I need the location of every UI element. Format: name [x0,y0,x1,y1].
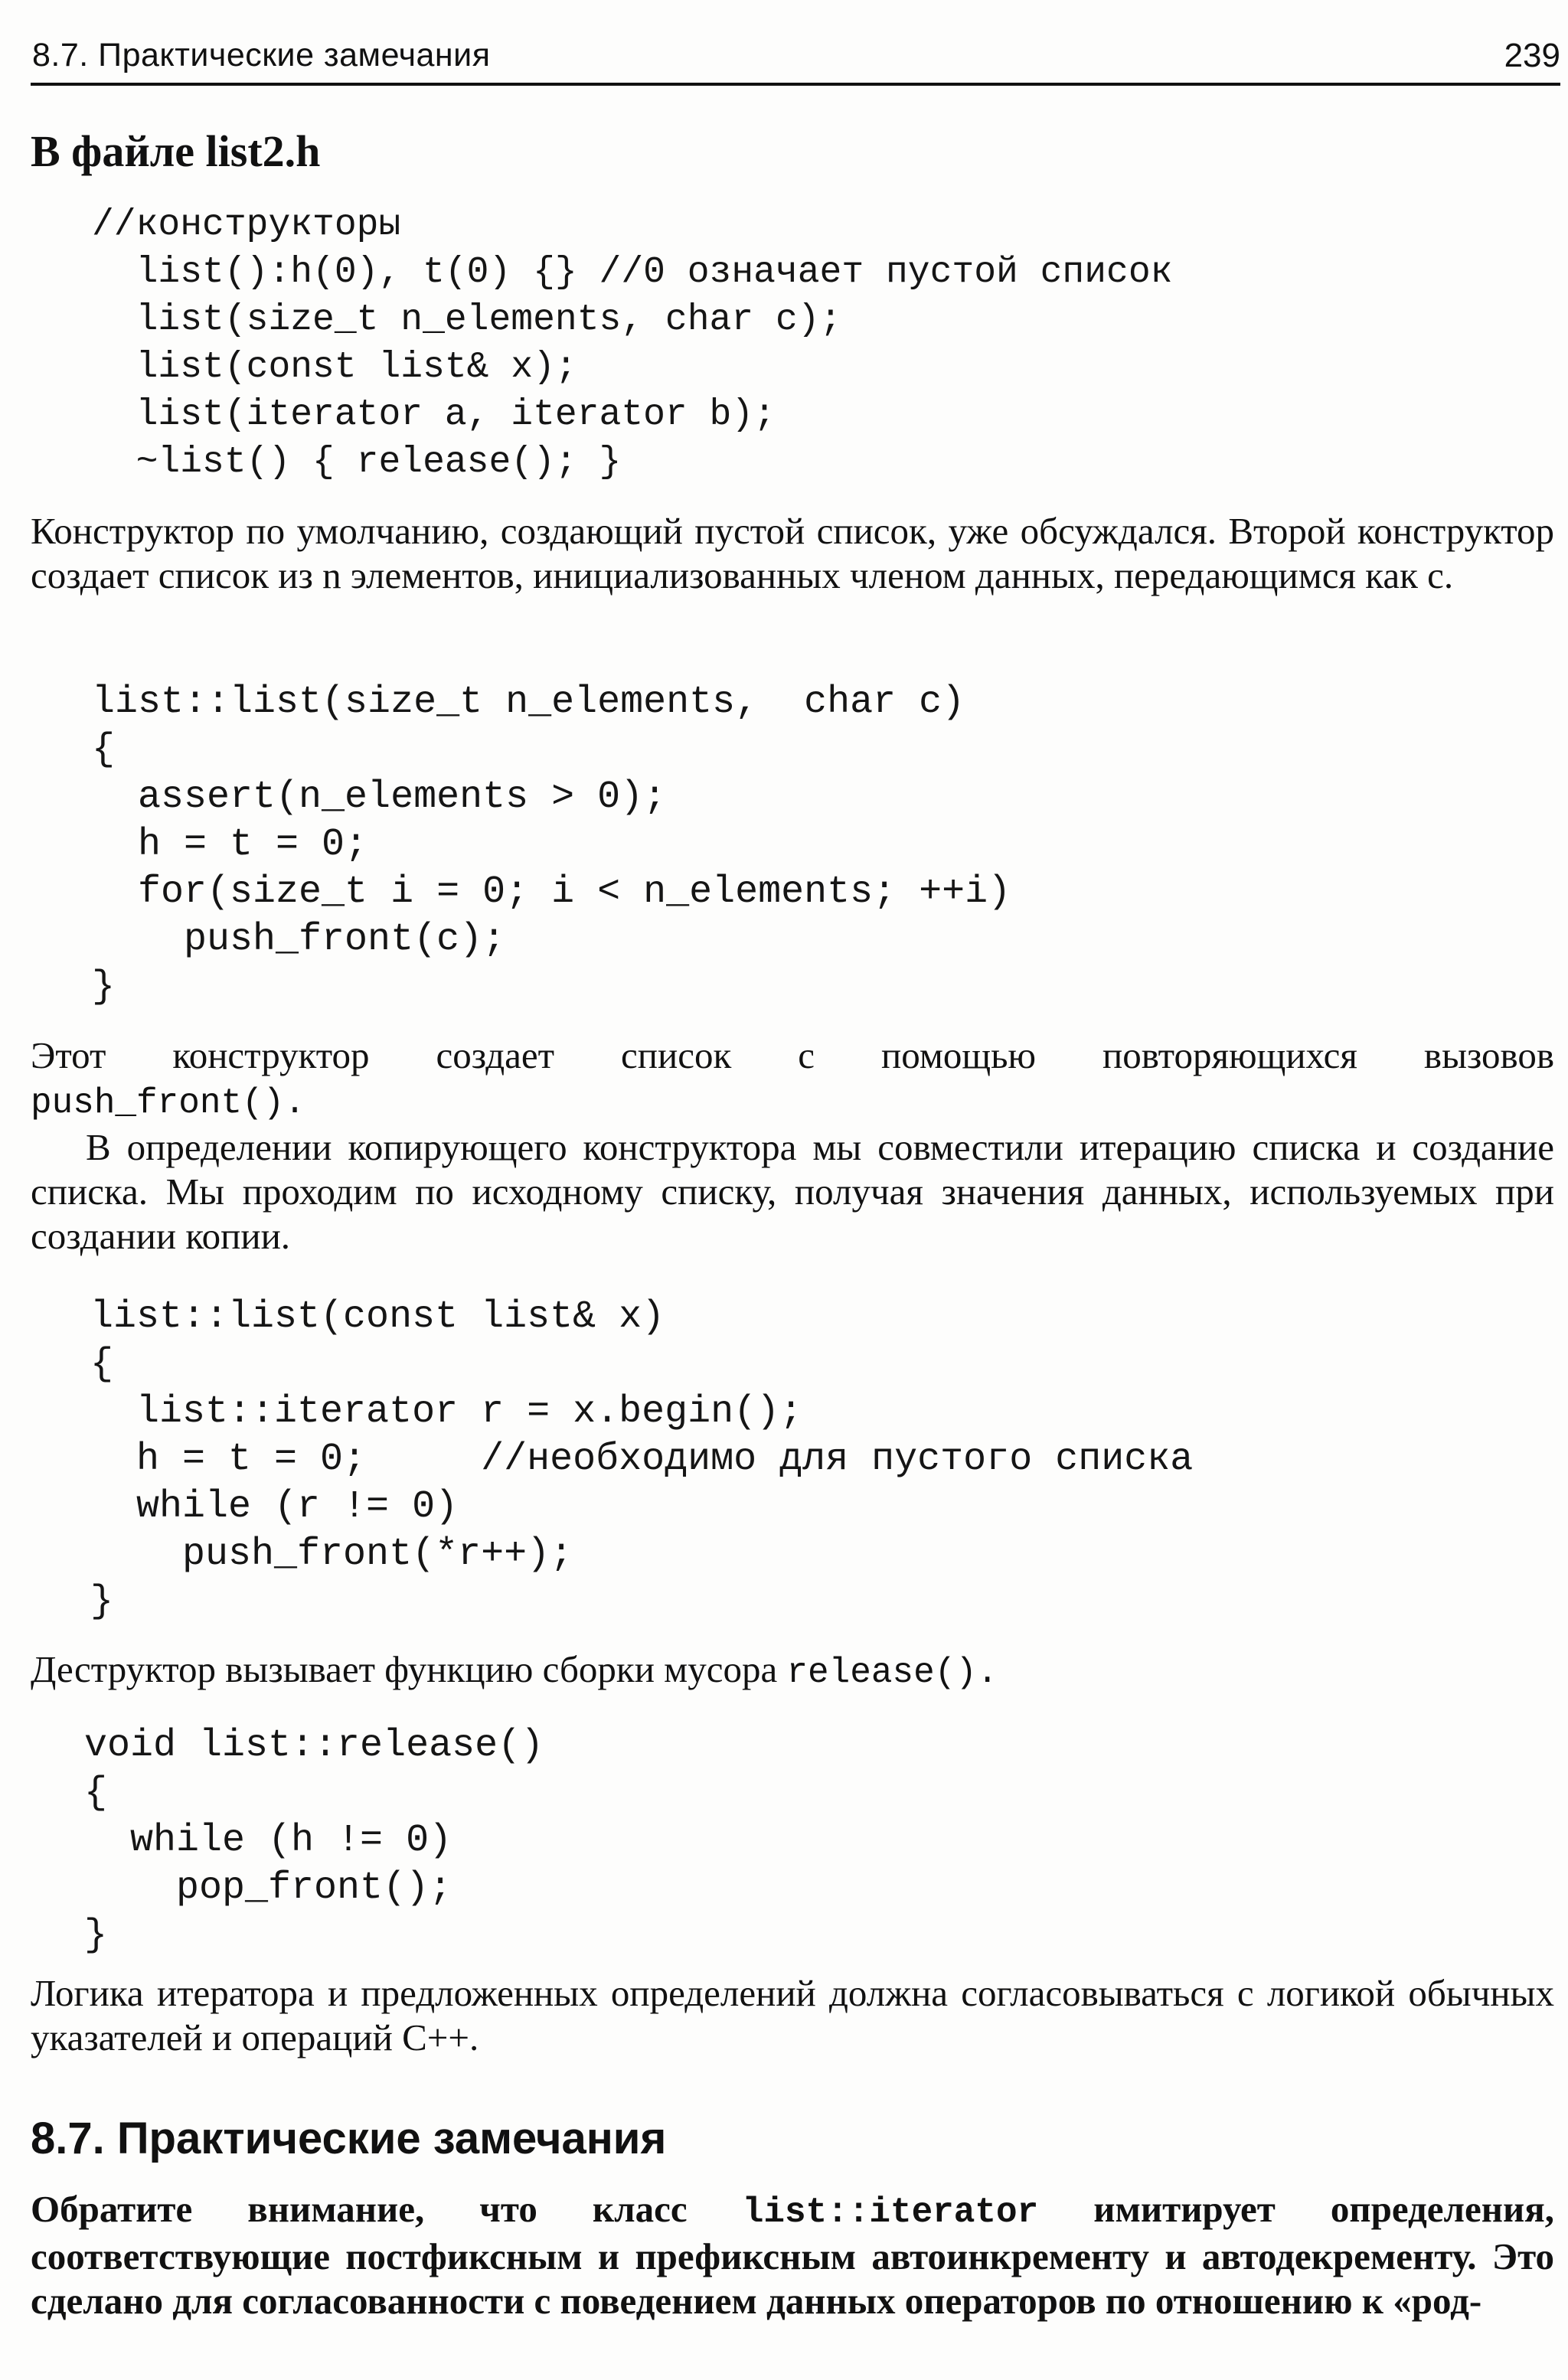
code-line: list(size_t n_elements, char c); [92,299,842,341]
page-number: 239 [1504,37,1560,74]
code-block-fill-ctor [92,679,1011,1011]
code-line: ~list() { release(); } [92,442,622,483]
code-line: push_front(c); [92,918,506,961]
paragraph-destructor [31,1647,1554,1695]
code-line: } [90,1580,114,1624]
code-line: { [90,1343,114,1386]
code-block-constructors [92,201,1172,486]
code-line: { [92,728,116,772]
code-line: { [84,1771,108,1815]
code-block-release [84,1722,544,1960]
inline-code: release(). [786,1653,998,1693]
code-line: list(iterator a, iterator b); [92,394,776,436]
code-line: assert(n_elements > 0); [92,775,667,819]
code-line: list::list(const list& x) [90,1295,665,1339]
code-line: pop_front(); [84,1866,452,1910]
paragraph-practical-notes [31,2187,1554,2323]
code-line: push_front(*r++); [90,1533,573,1576]
section-title: 8.7. Практические замечания [31,2114,667,2163]
inline-code: list::iterator [742,2192,1039,2232]
code-line: while (r != 0) [90,1485,459,1529]
code-line: h = t = 0; [92,823,368,867]
file-subheading: В файле list2.h [31,126,321,176]
code-line: void list::release() [84,1724,544,1768]
code-line: } [92,965,116,1009]
code-line: //конструкторы [92,204,401,246]
code-line: h = t = 0; //необходимо для пустого списка [90,1438,1194,1481]
notes-text-end: имитирует определения, соответствующие постфиксным и префиксным автоинкременту и автодекременту. Это сделано для согласованности с поведением данных операторов по отношению к «род- [31,2188,1554,2322]
code-line: list(const list& x); [92,347,577,388]
code-line: list():h(0), t(0) {} //0 означает пустой список [92,252,1173,293]
code-line: } [84,1914,108,1957]
code-line: list::iterator r = x.begin(); [90,1390,803,1434]
paragraph-push-front: Этот конструктор создает список с помощью повторяющихся вызовов [31,1034,1554,1076]
notes-text-start: Обратите внимание, что класс [31,2188,688,2230]
destructor-text: Деструктор вызывает функцию сборки мусора [31,1648,778,1690]
code-line: list::list(size_t n_elements, char c) [92,681,965,724]
page-header [31,37,1560,86]
paragraph-default-ctor: Конструктор по умолчанию, создающий пустой список, уже обсуждался. Второй конструктор создает список из n элементов, инициализованных членом данных, передающимся как с. [31,510,1554,596]
code-block-copy-ctor [90,1294,1193,1626]
inline-code: push_front(). [31,1083,305,1123]
running-head: 8.7. Практические замечания [32,37,491,73]
code-line: for(size_t i = 0; i < n_elements; ++i) [92,870,1011,914]
code-line: while (h != 0) [84,1819,452,1863]
paragraph-push-front-cont [31,1078,1554,1125]
paragraph-iterator-logic: Логика итератора и предложенных определений должна согласовываться с логикой обычных указателей и операций С++. [31,1972,1554,2058]
paragraph-copy-ctor: В определении копирующего конструктора мы совместили итерацию списка и создание списка. Мы проходим по исходному списку, получая значения данных, используемых при создании копии. [31,1126,1554,1257]
